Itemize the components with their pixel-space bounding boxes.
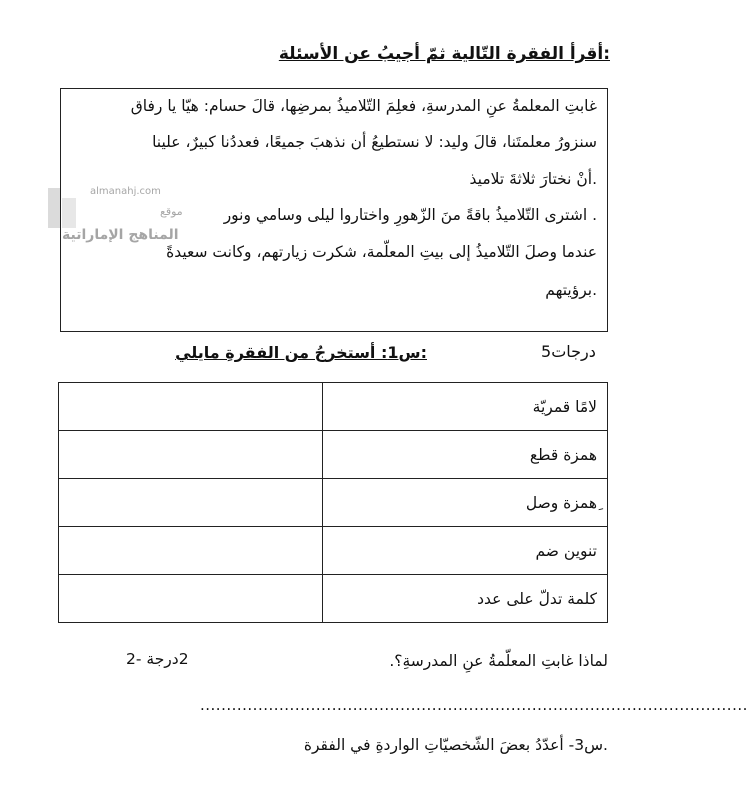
passage-line: .برؤيتهم (545, 281, 597, 299)
table-row (59, 479, 608, 527)
answer-cell[interactable] (59, 575, 323, 623)
table-row (59, 575, 608, 623)
watermark-logo-icon (48, 188, 78, 228)
q2-grade: 2درجة -2 (126, 650, 189, 668)
answer-cell[interactable] (59, 383, 323, 431)
table-row (59, 527, 608, 575)
q2-text: لماذا غابتِ المعلّمةُ عنِ المدرسةِ؟. (389, 652, 608, 670)
answer-cell[interactable] (59, 527, 323, 575)
passage-line: .أنْ نختارَ ثلاثةَ تلاميذ (469, 170, 597, 188)
watermark-site: almanahj.com (90, 186, 161, 197)
passage-line: سنزورُ معلمتَنا، قالَ وليد: لا نستطيعُ أن نذهبَ جميعًا، فعددُنا كبيرٌ، علينا (152, 133, 597, 151)
passage-line: عندما وصلَ التّلاميذُ إلى بيتِ المعلّمة، شكرت زيارتهم، وكانت سعيدةً (166, 243, 597, 261)
row-label: همزة قطع (323, 431, 608, 479)
q3-text: .س3- أعدّدُ بعضَ الشّخصيّاتِ الواردةِ في الفقرة (303, 736, 608, 754)
answer-cell[interactable] (59, 431, 323, 479)
answer-line[interactable]: ........................................................................................................ (200, 696, 748, 714)
worksheet-title: :أقرأ الفقرة التّالية ثمّ أجيبُ عن الأسئلة (278, 44, 610, 64)
passage-box (60, 88, 608, 332)
table-row (59, 431, 608, 479)
row-label: تنوين ضم (323, 527, 608, 575)
passage-line: غابتِ المعلمةُ عنِ المدرسةِ، فعلِمَ التّلاميذُ بمرضِها، قالَ حسام: هيّا يا رفاق (130, 97, 597, 115)
watermark-line1: موقع (160, 205, 183, 218)
row-label: لامًا قمريّة (323, 383, 608, 431)
table-row (59, 383, 608, 431)
answer-cell[interactable] (59, 479, 323, 527)
row-label: كلمة تدلّ على عدد (323, 575, 608, 623)
extraction-table (58, 382, 608, 623)
q1-grade: درجات5 (541, 342, 596, 361)
watermark-line2: المناهج الإماراتية (62, 227, 179, 243)
row-label: ِهمزة وصل (323, 479, 608, 527)
q1-label: :س1: أستخرجُ من الفقرةِ مايلي (175, 343, 427, 362)
passage-line: . اشترى التّلاميذُ باقةً منَ الزّهورِ واختاروا ليلى وسامي ونور (223, 206, 597, 224)
